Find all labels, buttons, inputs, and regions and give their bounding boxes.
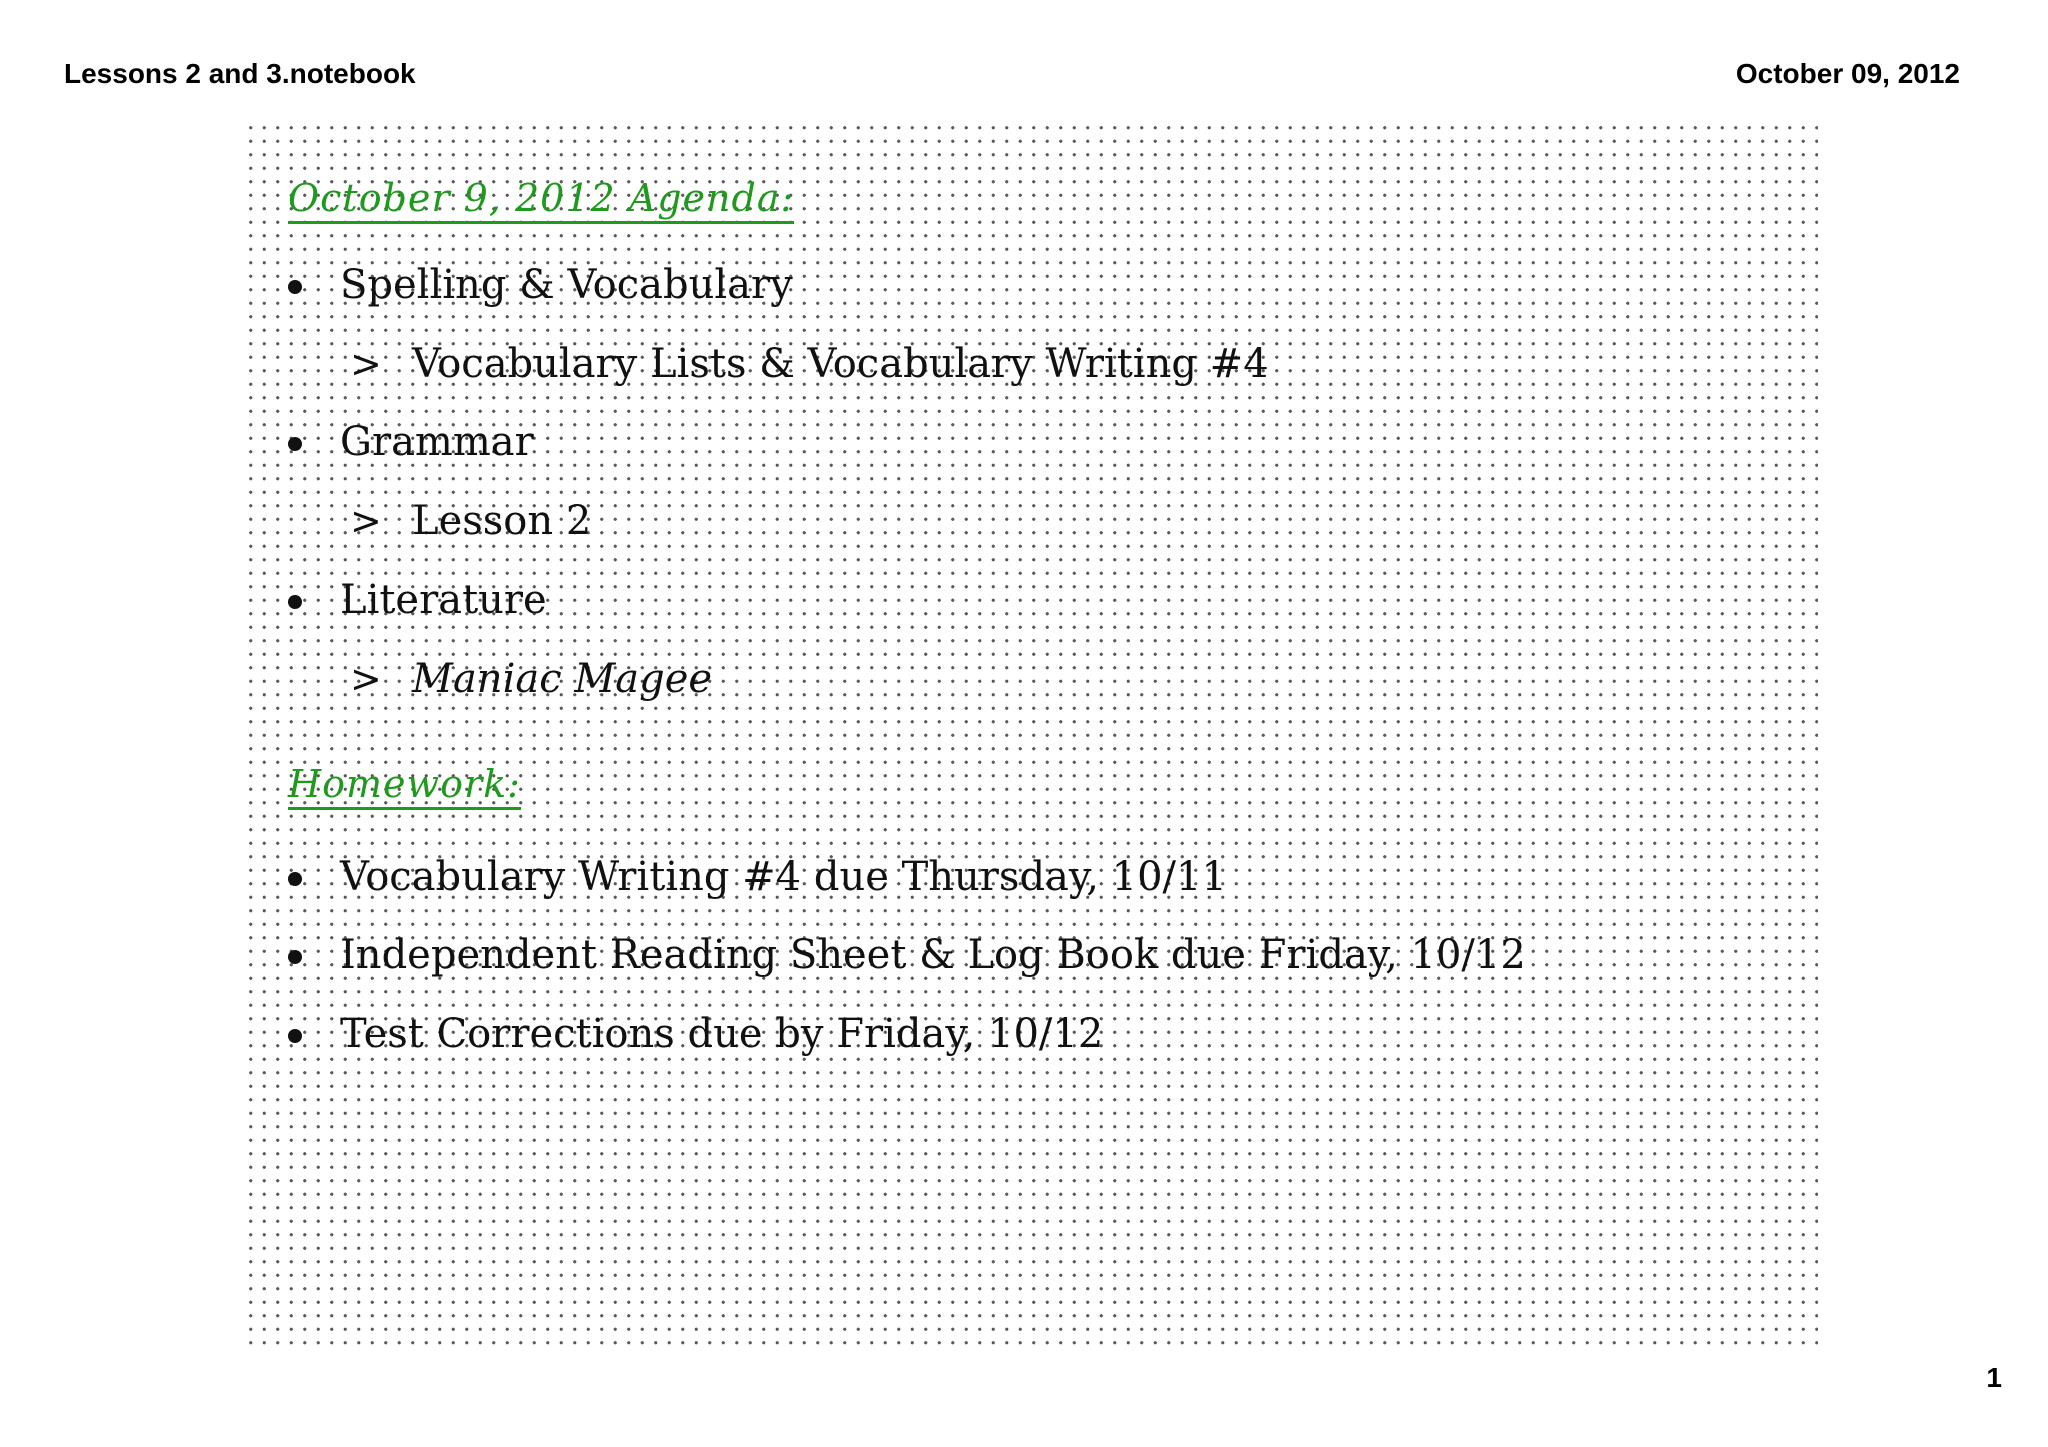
notebook-date: October 09, 2012 bbox=[1735, 58, 1960, 89]
bullet-icon bbox=[288, 595, 302, 609]
page-content bbox=[242, 119, 1818, 1346]
homework-item: Vocabulary Writing #4 due Thursday, 10/11 bbox=[340, 854, 1227, 900]
agenda-subitem-lesson-2: Lesson 2 bbox=[412, 498, 592, 544]
arrow-marker: > bbox=[350, 657, 382, 701]
bullet-icon bbox=[288, 437, 302, 451]
dot-grid-page bbox=[242, 119, 1818, 1346]
bullet-icon bbox=[288, 950, 302, 964]
arrow-marker: > bbox=[350, 499, 382, 543]
agenda-item-grammar: Grammar bbox=[340, 419, 534, 465]
page-number: 1 bbox=[1986, 1362, 2002, 1393]
bullet-icon bbox=[288, 280, 302, 294]
agenda-item-spelling-vocabulary: Spelling & Vocabulary bbox=[340, 262, 793, 308]
homework-heading: Homework: bbox=[288, 761, 521, 810]
agenda-subitem-vocabulary-lists: Vocabulary Lists & Vocabulary Writing #4 bbox=[412, 341, 1269, 387]
notebook-file-name: Lessons 2 and 3.notebook bbox=[64, 58, 416, 89]
arrow-marker: > bbox=[350, 342, 382, 386]
bullet-icon bbox=[288, 1029, 302, 1043]
bullet-icon bbox=[288, 872, 302, 886]
agenda-heading: October 9, 2012 Agenda: bbox=[288, 175, 794, 224]
agenda-subitem-maniac-magee: Maniac Magee bbox=[412, 656, 713, 702]
homework-item: Independent Reading Sheet & Log Book due Friday, 10/12 bbox=[340, 932, 1526, 978]
homework-item: Test Corrections due by Friday, 10/12 bbox=[340, 1011, 1104, 1057]
agenda-item-literature: Literature bbox=[340, 577, 547, 623]
